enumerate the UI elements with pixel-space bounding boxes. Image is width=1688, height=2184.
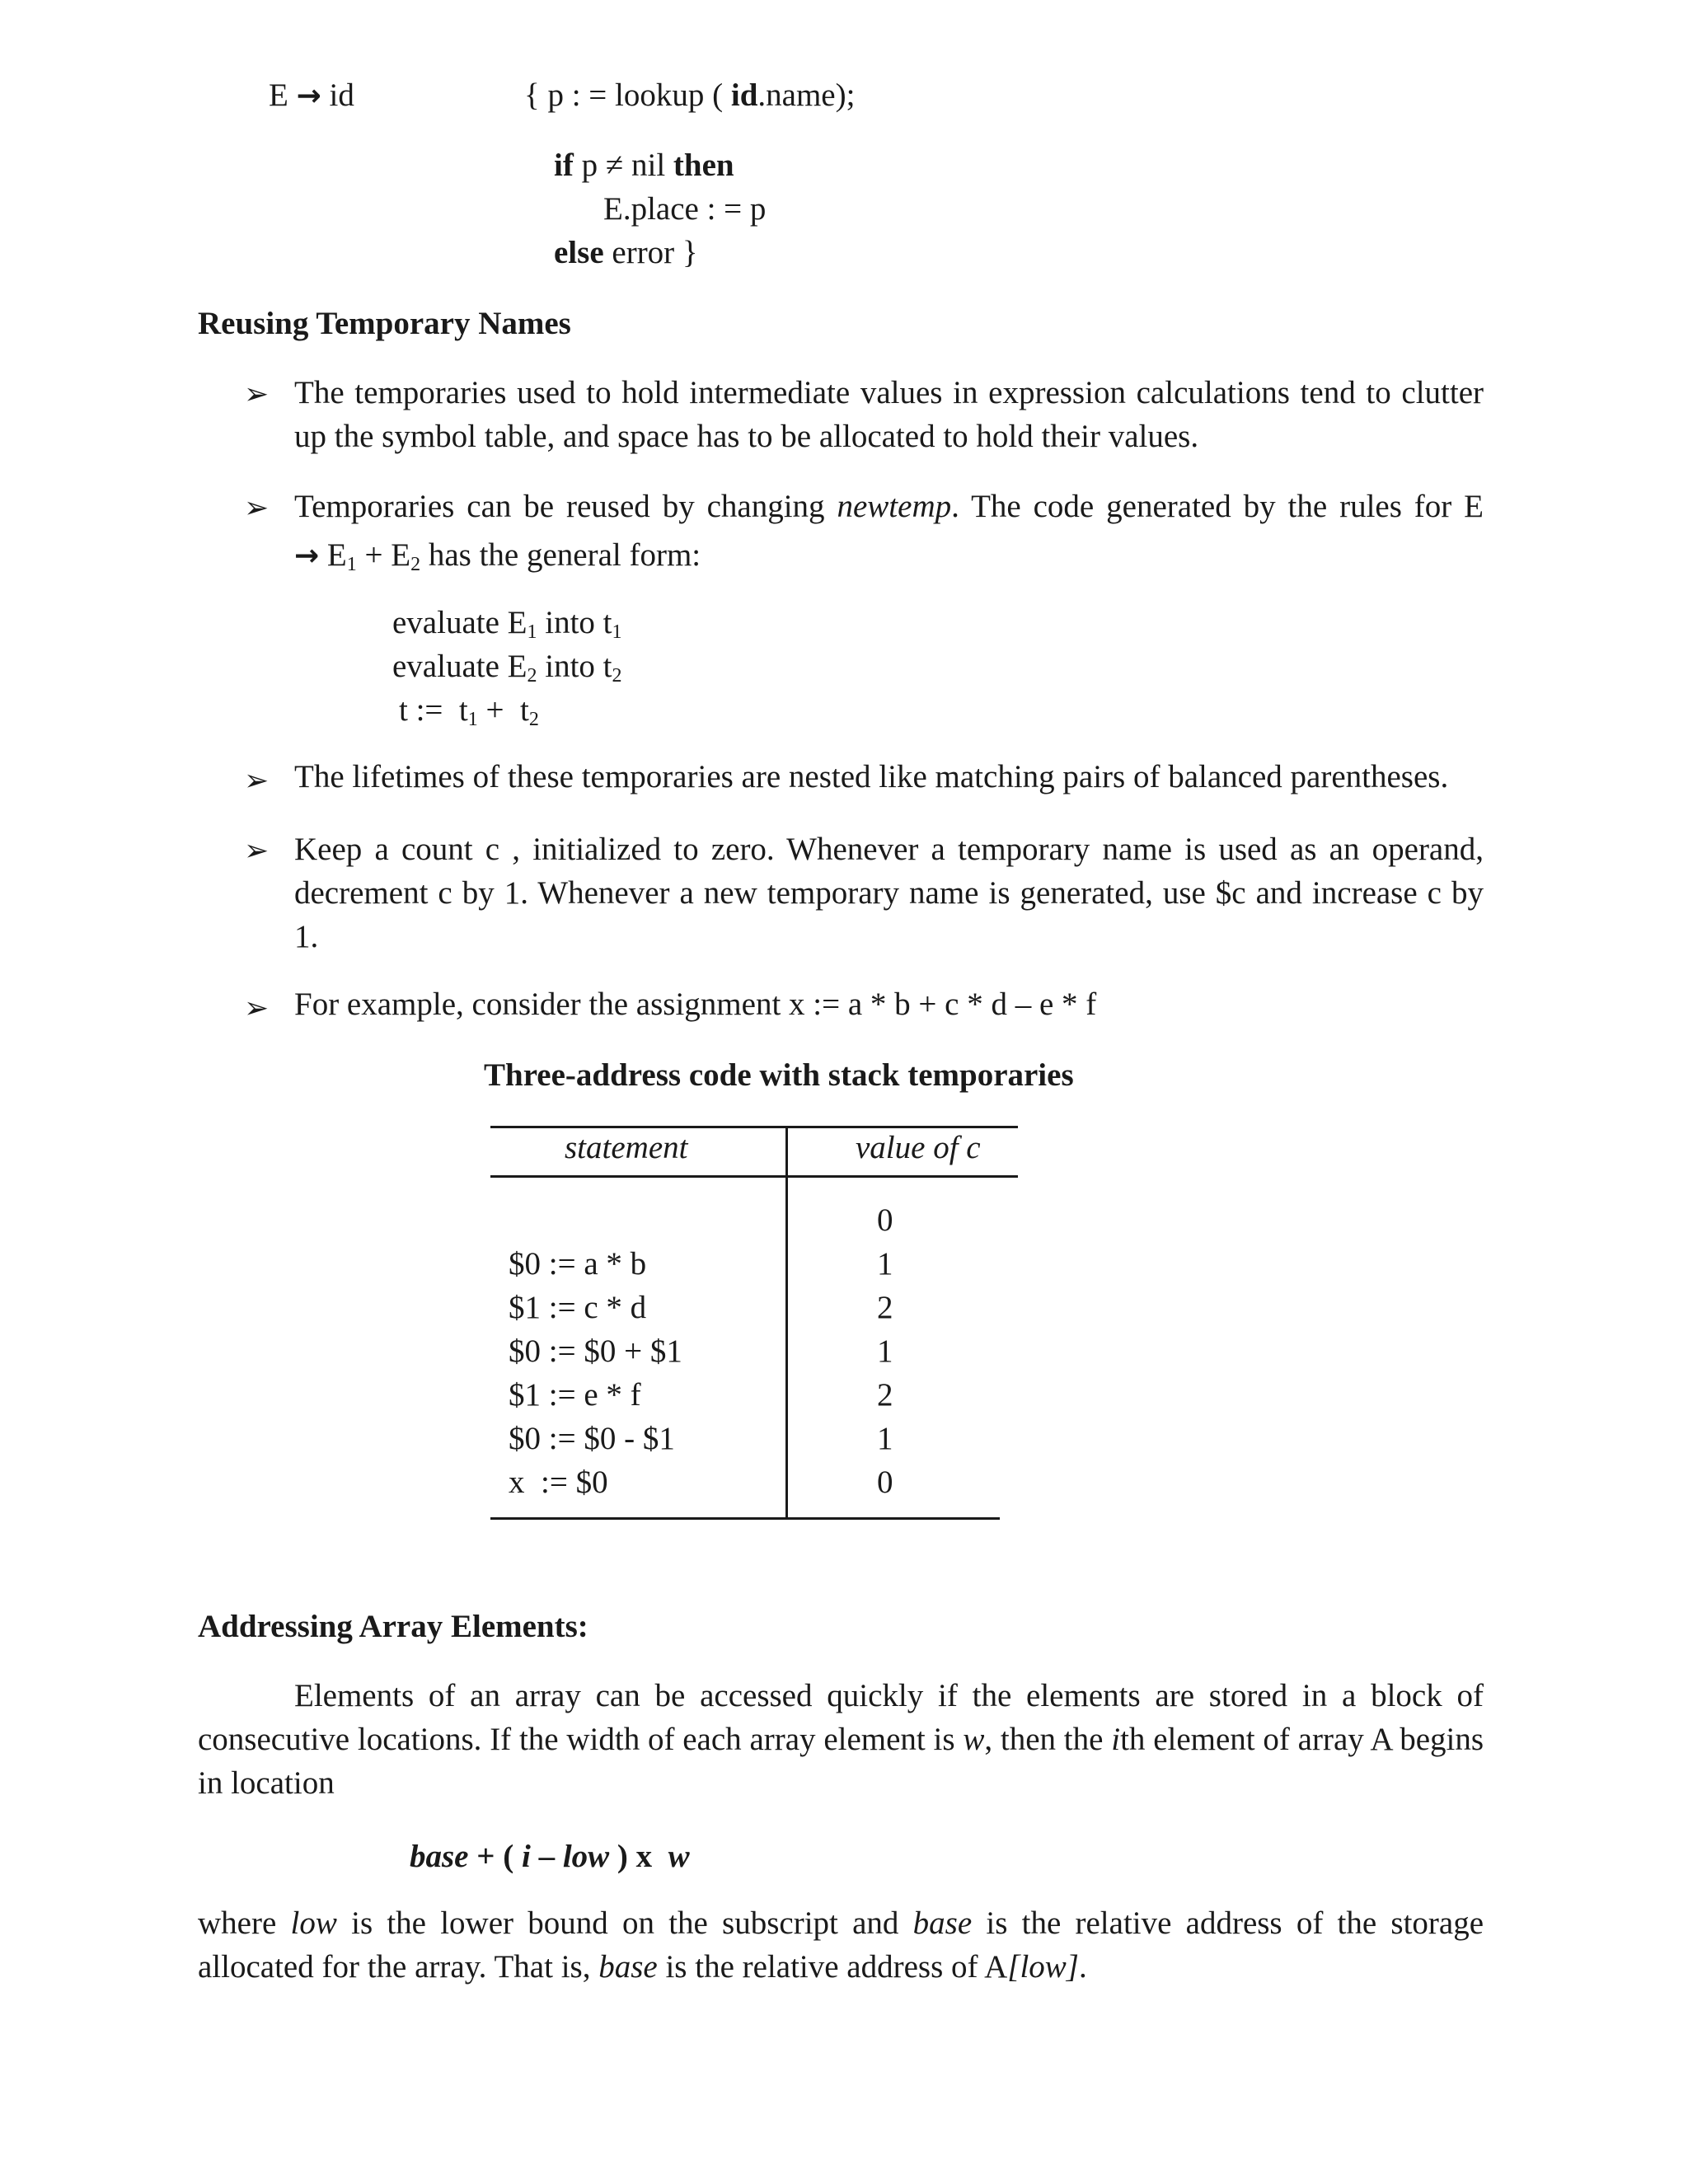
arrowhead-bullet-icon: ➢ <box>244 834 270 868</box>
table-row: $0 := $0 + $1 <box>509 1333 682 1369</box>
right-arrow-icon: → <box>296 79 321 113</box>
arrowhead-bullet-icon: ➢ <box>244 764 270 798</box>
general-form-line1: evaluate $E_1$ into $t_1$ <box>392 605 622 643</box>
section-heading-reusing-temporaries: Reusing Temporary Names <box>198 306 571 341</box>
semantic-action-line2: if p ≠ nil then <box>554 148 734 183</box>
table-row: $0 := a * b <box>509 1246 647 1282</box>
table-cell-value: 2 <box>877 1290 893 1325</box>
address-formula: base + ( i – low ) x w <box>410 1839 690 1874</box>
production-lhs: E → id <box>269 77 354 113</box>
semantic-action-line1: { p : = lookup ( id.name); <box>524 77 856 113</box>
semantic-action-line3: E.place : = p <box>603 191 767 227</box>
bullet-text-1: The temporaries used to hold intermediate values in expression calculations tend to clutter up the symbol table, and space has to be allocated to hold their values. <box>294 375 1484 454</box>
table-row: $0 := $0 - $1 <box>509 1421 675 1456</box>
general-form-line2: evaluate $E_2$ into $t_2$ <box>392 649 622 687</box>
table-cell-value: 2 <box>877 1377 893 1413</box>
array-paragraph-2: where low is the lower bound on the subscript and base is the relative address of the storage allocated for the array. That is, base is the relative address of A[low]. <box>198 1905 1484 1985</box>
arrowhead-bullet-icon: ➢ <box>244 377 270 411</box>
array-paragraph-1: Elements of an array can be accessed quickly if the elements are stored in a block of consecutive locations. If the width of each array element is w, then the ith element of array A begins in location <box>198 1678 1484 1801</box>
table-title: Three-address code with stack temporaries <box>484 1057 1074 1093</box>
semantic-action-line4: else error } <box>554 235 698 270</box>
table-header-rule <box>490 1175 1018 1178</box>
table-header-statement: statement <box>565 1130 688 1165</box>
table-bottom-rule <box>490 1517 1000 1520</box>
table-cell-value: 1 <box>877 1421 893 1456</box>
section-heading-addressing-arrays: Addressing Array Elements: <box>198 1609 588 1644</box>
bullet-text-3: The lifetimes of these temporaries are nested like matching pairs of balanced parentheses. <box>294 759 1449 794</box>
table-row: $1 := c * d <box>509 1290 647 1325</box>
table-top-rule <box>490 1126 1018 1128</box>
table-row: x := $0 <box>509 1465 608 1500</box>
table-cell-value: 0 <box>877 1202 893 1238</box>
table-header-value: value of c <box>856 1130 981 1165</box>
table-cell-value: 0 <box>877 1465 893 1500</box>
arrowhead-bullet-icon: ➢ <box>244 991 270 1025</box>
arrowhead-bullet-icon: ➢ <box>244 491 270 525</box>
bullet-text-2-line1: Temporaries can be reused by changing newtemp. The code generated by the rules for E <box>294 489 1484 524</box>
right-arrow-icon: → <box>294 539 320 573</box>
table-row: $1 := e * f <box>509 1377 641 1413</box>
bullet-text-2-line2: → $E_1 + E_2$ has the general form: <box>294 537 701 575</box>
bullet-text-5: For example, consider the assignment x := a * b + c * d – e * f <box>294 987 1097 1022</box>
table-column-divider <box>785 1126 788 1520</box>
table-cell-value: 1 <box>877 1333 893 1369</box>
table-cell-value: 1 <box>877 1246 893 1282</box>
general-form-line3: t := $t_1 + t_2$ <box>399 692 539 730</box>
bullet-text-4: Keep a count c , initialized to zero. Whenever a temporary name is used as an operand, decrement c by 1. Whenever a new temporary name is generated, use $c and increase c by 1. <box>294 832 1484 954</box>
